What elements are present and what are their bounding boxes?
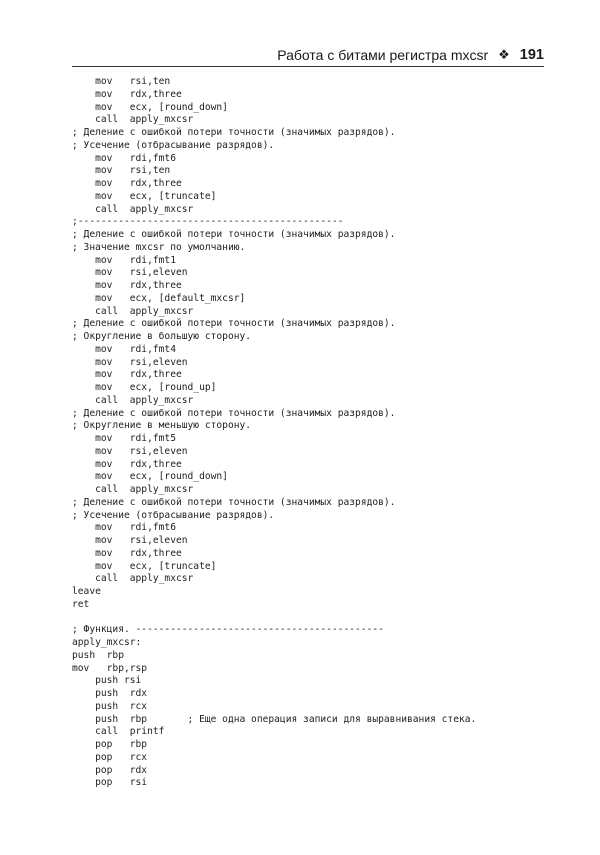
code-line: mov rsi,eleven <box>72 267 188 279</box>
code-line: mov ecx, [truncate] <box>72 190 217 202</box>
code-line: mov rdx,three <box>72 369 182 381</box>
code-line: ; Усечение (отбрасывание разрядов). <box>72 139 275 151</box>
code-line: mov ecx, [round_up] <box>72 382 217 393</box>
code-line: mov ecx, [truncate] <box>72 560 217 572</box>
code-line: mov rsi,eleven <box>72 535 188 546</box>
code-line: push rbp <box>72 649 124 661</box>
diamond-icon: ❖ <box>498 47 510 62</box>
code-line: ; Деление с ошибкой потери точности (значимых разрядов). <box>72 127 396 138</box>
code-line: ;---------------------------------------------- <box>72 216 344 228</box>
code-line: mov rdx,three <box>72 178 182 189</box>
code-line: ; Значение mxcsr по умолчанию. <box>72 241 246 253</box>
code-line: mov ecx, [default_mxcsr] <box>72 292 246 304</box>
header-rule <box>72 66 544 67</box>
code-line: call apply_mxcsr <box>72 305 194 317</box>
code-line: ; Функция. ------------------------------------------- <box>72 624 384 636</box>
code-line: ret <box>72 598 90 610</box>
code-line: mov rbp,rsp <box>72 662 148 674</box>
code-line: ; Деление с ошибкой потери точности (значимых разрядов). <box>72 407 396 419</box>
code-line: pop rsi <box>72 777 148 789</box>
code-line: mov rdx,three <box>72 280 182 291</box>
code-line: mov rdi,fmt5 <box>72 433 176 444</box>
code-line: push rcx <box>72 700 148 712</box>
running-head <box>72 44 544 66</box>
code-line: mov rdx,three <box>72 547 182 559</box>
section-title: Работа с битами регистра mxcsr <box>277 47 489 63</box>
code-line: call apply_mxcsr <box>72 114 194 126</box>
code-line: mov rdx,three <box>72 458 182 470</box>
code-line: push rsi <box>72 675 142 687</box>
code-line: ; Деление с ошибкой потери точности (значимых разрядов). <box>72 496 396 508</box>
code-line: call apply_mxcsr <box>72 394 194 406</box>
code-line: ; Деление с ошибкой потери точности (значимых разрядов). <box>72 318 396 330</box>
code-line: mov rdi,fmt4 <box>72 343 176 355</box>
code-line: call apply_mxcsr <box>72 203 194 215</box>
code-line: call apply_mxcsr <box>72 573 194 585</box>
code-line: ; Округление в большую сторону. <box>72 331 252 342</box>
code-line: ; Усечение (отбрасывание разрядов). <box>72 509 275 521</box>
code-line: pop rbp <box>72 739 148 750</box>
code-line: push rbp ; Еще одна операция записи для выравнивания стека. <box>72 713 477 725</box>
code-line: mov ecx, [round_down] <box>72 471 228 483</box>
code-line: call apply_mxcsr <box>72 484 194 495</box>
code-line: mov rsi,eleven <box>72 356 188 368</box>
code-line: mov rsi,eleven <box>72 445 188 457</box>
page-number: 191 <box>519 47 544 63</box>
code-line: leave <box>72 586 101 597</box>
code-line: mov ecx, [round_down] <box>72 101 228 113</box>
code-line <box>72 612 547 625</box>
code-line: ; Деление с ошибкой потери точности (значимых разрядов). <box>72 229 396 240</box>
code-line: mov rsi,ten <box>72 165 171 177</box>
code-line: mov rdi,fmt6 <box>72 152 176 164</box>
code-line: apply_mxcsr: <box>72 637 142 648</box>
code-line: mov rdx,three <box>72 88 182 100</box>
code-line: pop rdx <box>72 764 148 776</box>
code-line: mov rsi,ten <box>72 76 171 87</box>
code-line: call printf <box>72 726 165 738</box>
code-line: mov rdi,fmt1 <box>72 254 176 266</box>
code-line: mov rdi,fmt6 <box>72 522 176 534</box>
code-listing <box>72 76 547 790</box>
code-line: push rdx <box>72 688 148 699</box>
code-line: ; Округление в меньшую сторону. <box>72 420 252 432</box>
code-line: pop rcx <box>72 751 148 763</box>
